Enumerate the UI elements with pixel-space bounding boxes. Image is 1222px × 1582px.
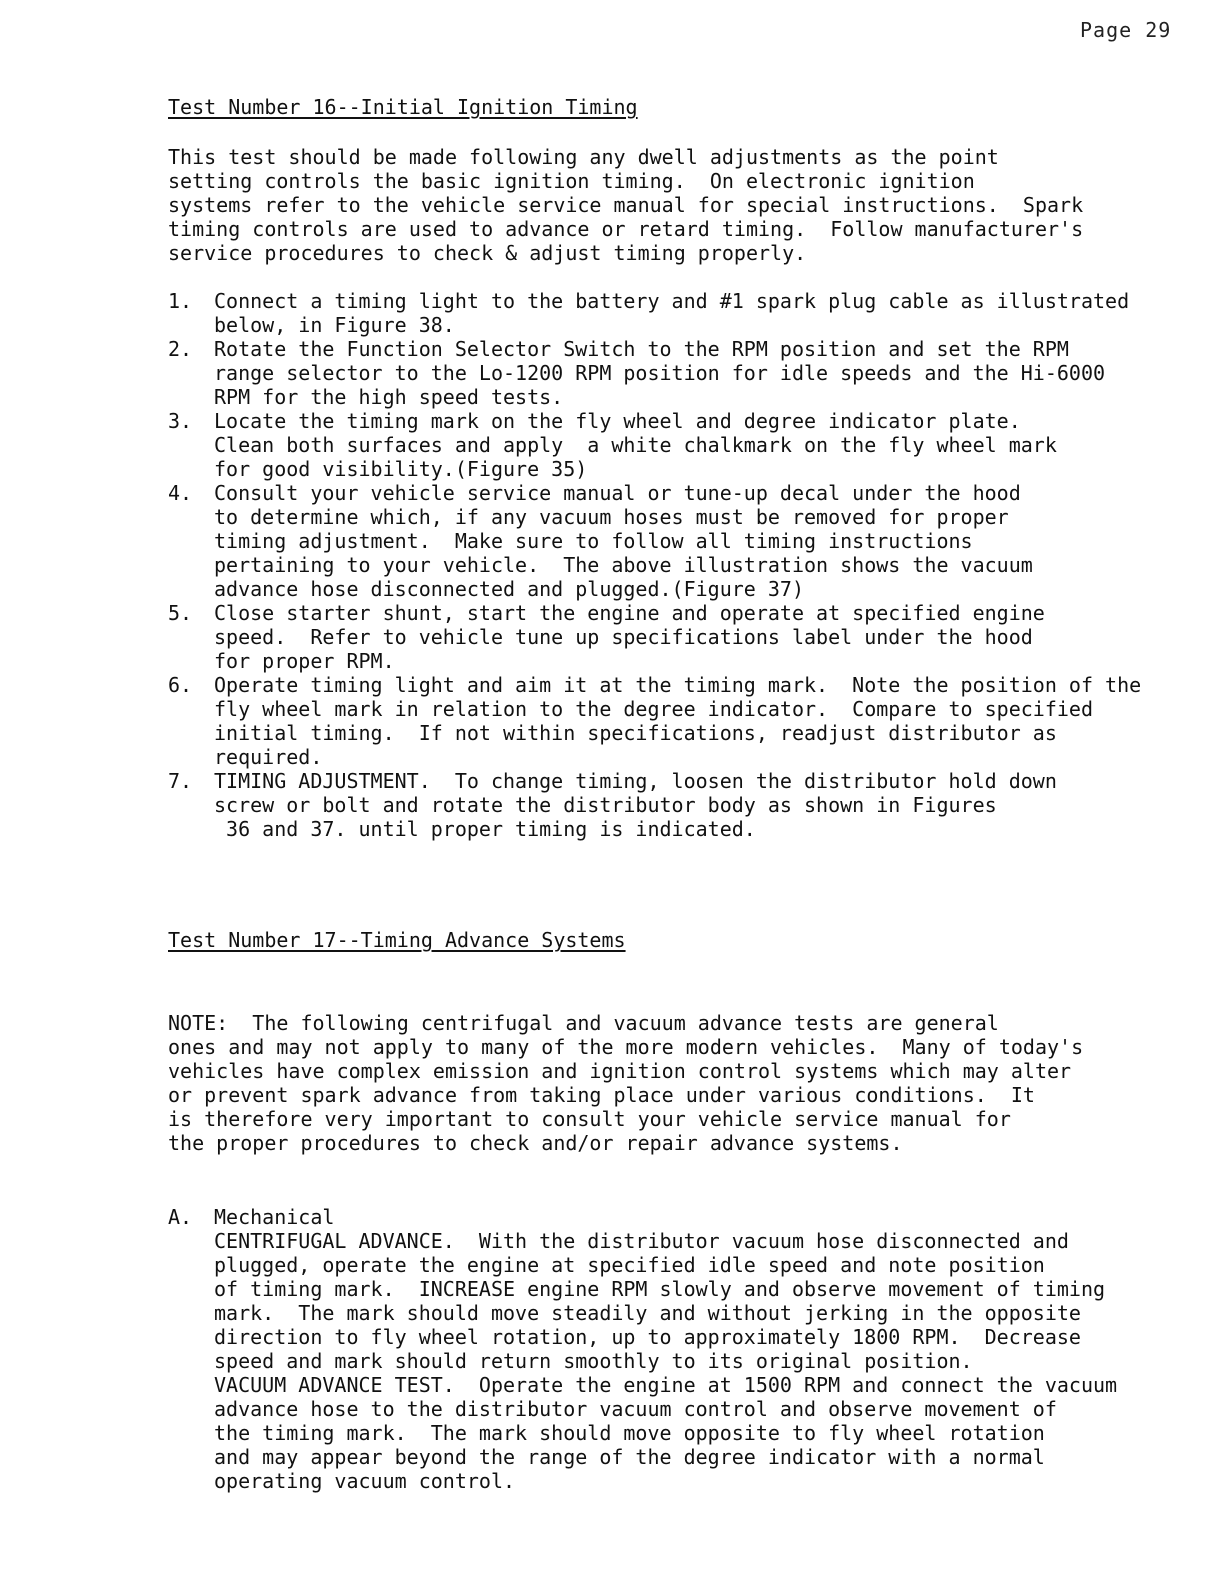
subsection-text: CENTRIFUGAL ADVANCE. With the distributor vacuum hose disconnected and plugged, operate the engine at specified idle speed and note position of timing mark. INCREASE engine RPM slowly and observe movement of timing mark. The mark should move steadily and without jerking in the opposite direction to fly wheel rotation, up to approximately 1800 RPM. Decrease speed and mark should return smoothly to its original position. VACUUM ADVANCE TEST. Operate the engine at 1500 RPM and connect the vacuum advance hose to the distributor vacuum control and observe movement of the timing mark. The mark should move opposite to fly wheel rotation and may appear beyond the range of the degree indicator with a normal operating vacuum control. — [214, 1229, 1118, 1493]
subsection-a — [168, 1205, 1117, 1493]
step-item — [168, 481, 1141, 601]
step-number: 7. — [168, 769, 193, 793]
section-16-steps — [168, 289, 1141, 841]
step-item — [168, 337, 1141, 409]
step-item — [168, 409, 1141, 481]
page-number: Page 29 — [1080, 18, 1172, 42]
step-text: Rotate the Function Selector Switch to the RPM position and set the RPM range selector to the Lo-1200 RPM position for idle speeds and the Hi-6000 RPM for the high speed tests. — [214, 337, 1106, 409]
step-item — [168, 601, 1141, 673]
step-item — [168, 289, 1141, 337]
section-17-note: NOTE: The following centrifugal and vacuum advance tests are general ones and may not apply to many of the more modern vehicles. Many of today's vehicles have complex emission and ignition control systems which may alter or prevent spark advance from taking place under various conditions. It is therefore very important to consult your vehicle service manual for the proper procedures to check and/or repair advance systems. — [168, 1011, 1084, 1155]
subsection-title: Mechanical — [214, 1205, 335, 1229]
step-number: 3. — [168, 409, 193, 433]
step-text: Operate timing light and aim it at the timing mark. Note the position of the fly wheel mark in relation to the degree indicator. Compare to specified initial timing. If not within specifications, readjust distributor as required. — [214, 673, 1142, 769]
step-number: 6. — [168, 673, 193, 697]
step-text: Close starter shunt, start the engine and operate at specified engine speed. Refer to vehicle tune up specifications label under the hood for proper RPM. — [214, 601, 1045, 673]
section-17-heading: Test Number 17--Timing Advance Systems — [168, 928, 626, 952]
step-text: TIMING ADJUSTMENT. To change timing, loosen the distributor hold down screw or bolt and rotate the distributor body as shown in Figures 36 and 37. until proper timing is indicated. — [214, 769, 1057, 841]
step-text: Locate the timing mark on the fly wheel and degree indicator plate. Clean both surfaces and apply a white chalkmark on the fly wheel mark for good visibility.(Figure 35) — [214, 409, 1057, 481]
step-number: 1. — [168, 289, 193, 313]
step-number: 2. — [168, 337, 193, 361]
step-text: Consult your vehicle service manual or tune-up decal under the hood to determine which, if any vacuum hoses must be removed for proper timing adjustment. Make sure to follow all timing instructions pertaining to your vehicle. The above illustration shows the vacuum advance hose disconnected and plugged.(Figure 37) — [214, 481, 1033, 601]
step-number: 5. — [168, 601, 193, 625]
section-16-intro: This test should be made following any dwell adjustments as the point setting controls the basic ignition timing. On electronic ignition systems refer to the vehicle service manual for special instructions. Spark timing controls are used to advance or retard timing. Follow manufacturer's service procedures to check & adjust timing properly. — [168, 145, 1084, 265]
subsection-marker: A. — [168, 1205, 193, 1229]
step-number: 4. — [168, 481, 193, 505]
step-item — [168, 673, 1141, 769]
step-item — [168, 769, 1141, 841]
section-16-heading: Test Number 16--Initial Ignition Timing — [168, 95, 638, 119]
step-text: Connect a timing light to the battery and #1 spark plug cable as illustrated below, in Figure 38. — [214, 289, 1130, 337]
